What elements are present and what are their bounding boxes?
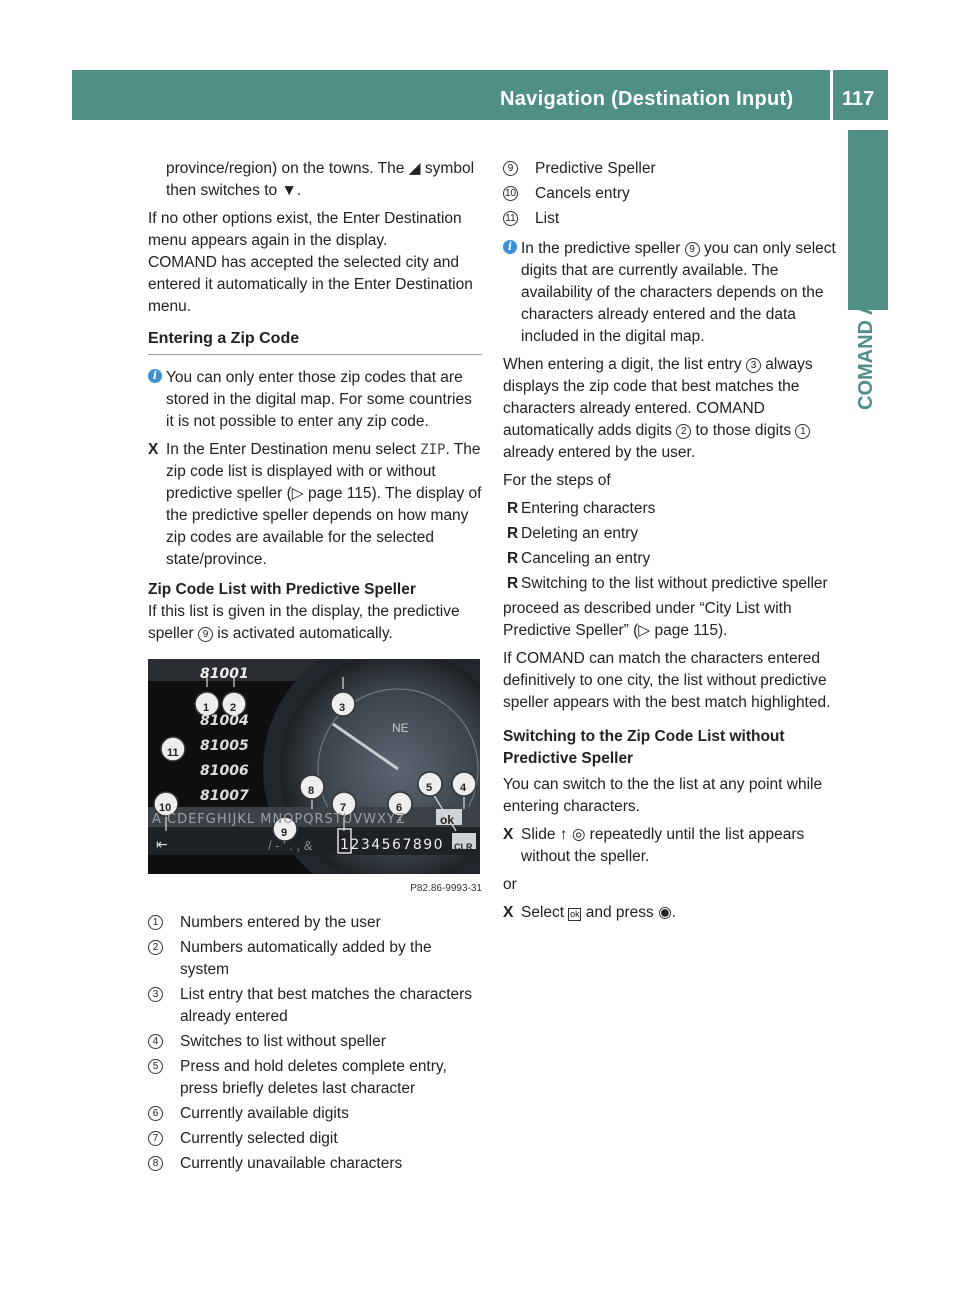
note-text: In the predictive speller xyxy=(521,240,685,257)
callout-number: 2 xyxy=(148,940,163,955)
compass-direction: NE xyxy=(392,721,409,735)
bullet-icon: R xyxy=(507,550,519,567)
bullet-text: Deleting an entry xyxy=(521,525,639,542)
text: already entered by the user. xyxy=(503,444,696,461)
list-item xyxy=(503,548,837,570)
available-digits[interactable]: 234567890 xyxy=(350,837,445,853)
callout-number: 1 xyxy=(795,424,810,439)
text: If this list is given in the display, the predictive speller xyxy=(148,603,460,642)
note-text: You can only enter those zip codes that are stored in the digital map. For some countries it is not possible to enter any zip code. xyxy=(166,369,472,430)
paragraph xyxy=(503,354,837,464)
comand-screen-figure: 81001 81004 81005 81006 81007 NE A CDEFGHIJKL MNOPQRSTUVWXYZ ok ⇤ / - ' . , & 1234567890 CLR 1 2 3 4 5 6 7 8 9 10 11 xyxy=(148,659,480,874)
page-title: Navigation (Destination Input) xyxy=(500,88,794,110)
text: to those digits xyxy=(691,422,796,439)
list-item xyxy=(503,573,837,595)
zip-list xyxy=(200,709,249,809)
paragraph xyxy=(148,601,482,645)
callout-number: 3 xyxy=(746,358,761,373)
instruction-step xyxy=(503,902,837,924)
callout-number: 1 xyxy=(148,915,163,930)
controller-icon: ◎ xyxy=(571,826,586,843)
step-text: and press xyxy=(581,904,659,921)
text: is activated automatically. xyxy=(212,625,393,642)
legend-text: Switches to list without speller xyxy=(180,1033,386,1050)
step-text: In the Enter Destination menu select xyxy=(166,441,421,458)
header-separator xyxy=(830,70,833,120)
right-column xyxy=(503,158,837,930)
callout-number: 7 xyxy=(148,1131,163,1146)
step-text: . xyxy=(671,904,676,921)
back-arrow-icon[interactable]: ⇤ xyxy=(156,836,168,852)
bullet-text: Entering characters xyxy=(521,500,656,517)
paragraph: province/region) on the towns. The ◢ symbol then switches to ▼. xyxy=(166,160,475,199)
section-heading: Entering a Zip Code xyxy=(148,328,482,355)
list-item[interactable]: 81006 xyxy=(200,763,249,779)
instruction-step xyxy=(503,824,837,868)
paragraph: If no other options exist, the Enter Destination menu appears again in the display. xyxy=(148,210,462,249)
instruction-step xyxy=(148,439,482,571)
legend-text: List xyxy=(535,210,560,227)
step-marker-icon: X xyxy=(148,441,159,458)
callout-number: 10 xyxy=(504,188,517,199)
legend-text: Currently available digits xyxy=(180,1105,349,1122)
callout-number: 6 xyxy=(148,1106,163,1121)
ok-icon: ok xyxy=(570,909,580,919)
paragraph: proceed as described under “City List with Predictive Speller” (▷ page 115). xyxy=(503,600,792,639)
press-controller-icon: ◉ xyxy=(658,904,672,921)
selected-digit[interactable]: 1 xyxy=(340,837,351,853)
note-text: you can only select digits that are currently available. The availability of the characters depends on the characters already entered and the data included in the digital map. xyxy=(521,240,836,345)
legend-text: Numbers entered by the user xyxy=(180,914,381,931)
callout-number: 9 xyxy=(198,627,213,642)
bullet-icon: R xyxy=(507,525,519,542)
zip-entry: 81001 xyxy=(200,666,249,682)
step-marker-icon: X xyxy=(503,904,514,921)
callout-number: 5 xyxy=(148,1059,163,1074)
legend-text: Currently selected digit xyxy=(180,1130,338,1147)
callout-number: 4 xyxy=(148,1034,163,1049)
step-text: Slide xyxy=(521,826,560,843)
legend-item xyxy=(148,1153,482,1175)
bullet-icon: R xyxy=(507,500,519,517)
legend-item xyxy=(148,1031,482,1053)
left-column xyxy=(148,158,482,1178)
callout-number: 2 xyxy=(676,424,691,439)
legend-item xyxy=(148,984,482,1028)
page-number: 117 xyxy=(842,88,875,110)
bullet-list xyxy=(503,498,837,595)
clr-key-label[interactable]: CLR xyxy=(454,842,473,852)
legend-list xyxy=(148,912,482,1175)
legend-item xyxy=(503,183,837,205)
legend-text: Press and hold deletes complete entry, press briefly deletes last character xyxy=(180,1058,447,1097)
legend-item xyxy=(148,1056,482,1100)
figure-caption: P82.86-9993-31 xyxy=(410,883,482,894)
list-item[interactable]: 81005 xyxy=(200,738,249,754)
paragraph: COMAND has accepted the selected city and entered it automatically in the Enter Destination menu. xyxy=(148,254,473,315)
section-tab-label: COMAND APS xyxy=(855,274,877,410)
legend-item xyxy=(148,937,482,981)
legend-item xyxy=(503,208,837,230)
step-text: Select xyxy=(521,904,569,921)
legend-item xyxy=(148,1128,482,1150)
paragraph: For the steps of xyxy=(503,472,611,489)
paragraph: or xyxy=(503,876,517,893)
info-icon: i xyxy=(148,369,162,383)
legend-item xyxy=(148,912,482,934)
legend-item xyxy=(503,158,837,180)
step-text: . The zip code list is displayed with or without predictive speller (▷ page 115). The display of the predictive speller depends on how many zip codes are available for the selected state/province. xyxy=(166,441,482,568)
subheading: Zip Code List with Predictive Speller xyxy=(148,581,416,598)
bullet-text: Switching to the list without predictive speller xyxy=(521,575,828,592)
paragraph: You can switch to the the list at any point while entering characters. xyxy=(503,776,823,815)
paragraph: If COMAND can match the characters entered definitively to one city, the list without predictive speller appears with the best match highlighted. xyxy=(503,650,831,711)
bullet-icon: R xyxy=(507,575,519,592)
list-item[interactable]: 81004 xyxy=(200,713,249,729)
callout-number: 9 xyxy=(685,242,700,257)
subheading: Switching to the Zip Code List without Predictive Speller xyxy=(503,728,785,767)
bullet-text: Canceling an entry xyxy=(521,550,651,567)
info-icon: i xyxy=(503,240,517,254)
list-item xyxy=(503,523,837,545)
info-note xyxy=(148,367,482,433)
legend-text: List entry that best matches the characters already entered xyxy=(180,986,473,1025)
info-note xyxy=(503,238,837,348)
list-item xyxy=(503,498,837,520)
legend-text: Numbers automatically added by the system xyxy=(180,939,432,978)
digit-row[interactable] xyxy=(340,834,444,856)
menu-item-code: ZIP xyxy=(420,442,446,458)
legend-text: Predictive Speller xyxy=(535,160,656,177)
text: always displays the zip code that best matches the characters already entered. COMAND automatically adds digits xyxy=(503,356,813,439)
step-text: repeatedly until the list appears without the speller. xyxy=(521,826,805,865)
symbol-row[interactable]: / - ' . , & xyxy=(268,838,313,853)
legend-text: Currently unavailable characters xyxy=(180,1155,403,1172)
legend-text: Cancels entry xyxy=(535,185,630,202)
legend-list xyxy=(503,158,837,230)
up-arrow-icon: ↑ xyxy=(559,826,568,843)
alphabet-row[interactable]: A CDEFGHIJKL MNOPQRSTUVWXYZ xyxy=(152,812,406,827)
list-item[interactable]: 81007 xyxy=(200,788,249,804)
callout-number: 8 xyxy=(148,1156,163,1171)
ok-key-label[interactable]: ok xyxy=(440,813,455,827)
legend-item xyxy=(148,1103,482,1125)
callout-number: 3 xyxy=(148,987,163,1002)
step-marker-icon: X xyxy=(503,826,514,843)
text: When entering a digit, the list entry xyxy=(503,356,746,373)
callout-number: 9 xyxy=(503,161,518,176)
callout-number: 11 xyxy=(503,211,518,226)
